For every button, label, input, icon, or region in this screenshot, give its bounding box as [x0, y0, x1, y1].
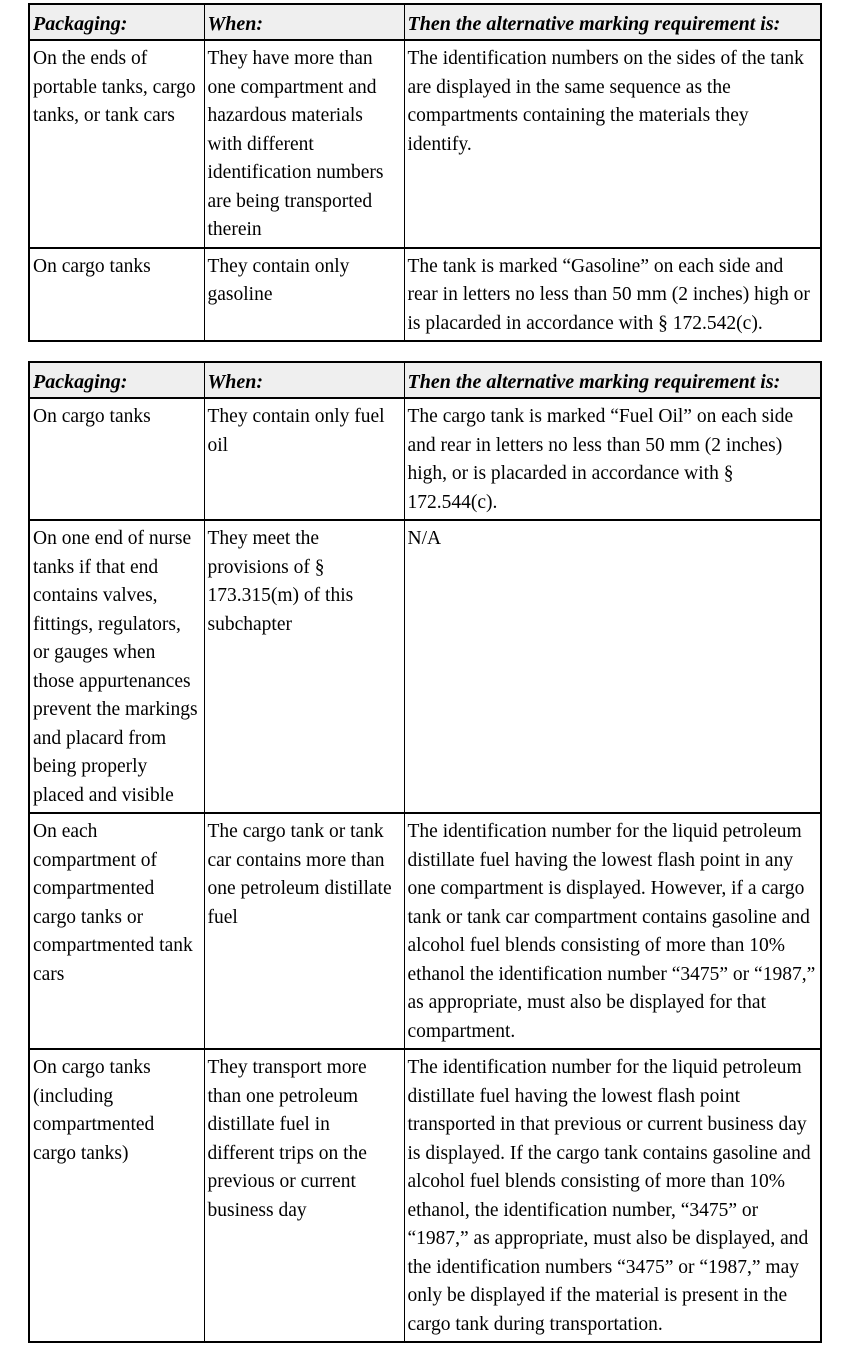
requirement-cell: The identification number for the liquid petroleum distillate fuel having the lowest flash point in any one compartment is displayed. However, if a cargo tank or tank car compartment contains gasoline and alcohol fuel blends consisting of more than 10% ethanol the identification number “3475” or “1987,” as appropriate, must also be displayed for that compartment. [404, 813, 821, 1049]
when-cell: The cargo tank or tank car contains more than one petroleum distillate fuel [204, 813, 404, 1049]
packaging-cell: On cargo tanks (including compartmented cargo tanks) [29, 1049, 204, 1342]
alternative-marking-table-1 [28, 3, 822, 342]
table-row [29, 248, 821, 342]
packaging-cell: On each compartment of compartmented cargo tanks or compartmented tank cars [29, 813, 204, 1049]
requirement-cell: The tank is marked “Gasoline” on each side and rear in letters no less than 50 mm (2 inches) high or is placarded in accordance with § 172.542(c). [404, 248, 821, 342]
requirement-cell: N/A [404, 520, 821, 813]
when-cell: They meet the provisions of § 173.315(m) of this subchapter [204, 520, 404, 813]
header-row [29, 4, 821, 40]
table-row [29, 398, 821, 520]
header-row [29, 362, 821, 398]
packaging-cell: On the ends of portable tanks, cargo tanks, or tank cars [29, 40, 204, 248]
requirement-cell: The identification number for the liquid petroleum distillate fuel having the lowest flash point transported in that previous or current business day is displayed. If the cargo tank contains gasoline and alcohol fuel blends consisting of more than 10% ethanol, the identification number, “3475” or “1987,” as appropriate, must also be displayed, and the identification numbers “3475” or “1987,” may only be displayed if the material is present in the cargo tank during transportation. [404, 1049, 821, 1342]
requirement-cell: The identification numbers on the sides of the tank are displayed in the same sequence as the compartments containing the materials they identify. [404, 40, 821, 248]
alternative-marking-table-2 [28, 361, 822, 1343]
table-row [29, 40, 821, 248]
table-row [29, 813, 821, 1049]
packaging-cell: On cargo tanks [29, 398, 204, 520]
when-cell: They transport more than one petroleum distillate fuel in different trips on the previous or current business day [204, 1049, 404, 1342]
when-cell: They have more than one compartment and hazardous materials with different identification numbers are being transported therein [204, 40, 404, 248]
packaging-cell: On one end of nurse tanks if that end contains valves, fittings, regulators, or gauges when those appurtenances prevent the markings and placard from being properly placed and visible [29, 520, 204, 813]
requirement-cell: The cargo tank is marked “Fuel Oil” on each side and rear in letters no less than 50 mm (2 inches) high, or is placarded in accordance with § 172.544(c). [404, 398, 821, 520]
table-row [29, 1049, 821, 1342]
packaging-cell: On cargo tanks [29, 248, 204, 342]
when-column-header: When: [204, 4, 404, 40]
packaging-column-header: Packaging: [29, 362, 204, 398]
when-column-header: When: [204, 362, 404, 398]
packaging-column-header: Packaging: [29, 4, 204, 40]
table-row [29, 520, 821, 813]
when-cell: They contain only fuel oil [204, 398, 404, 520]
requirement-column-header: Then the alternative marking requirement is: [404, 4, 821, 40]
requirement-column-header: Then the alternative marking requirement is: [404, 362, 821, 398]
when-cell: They contain only gasoline [204, 248, 404, 342]
